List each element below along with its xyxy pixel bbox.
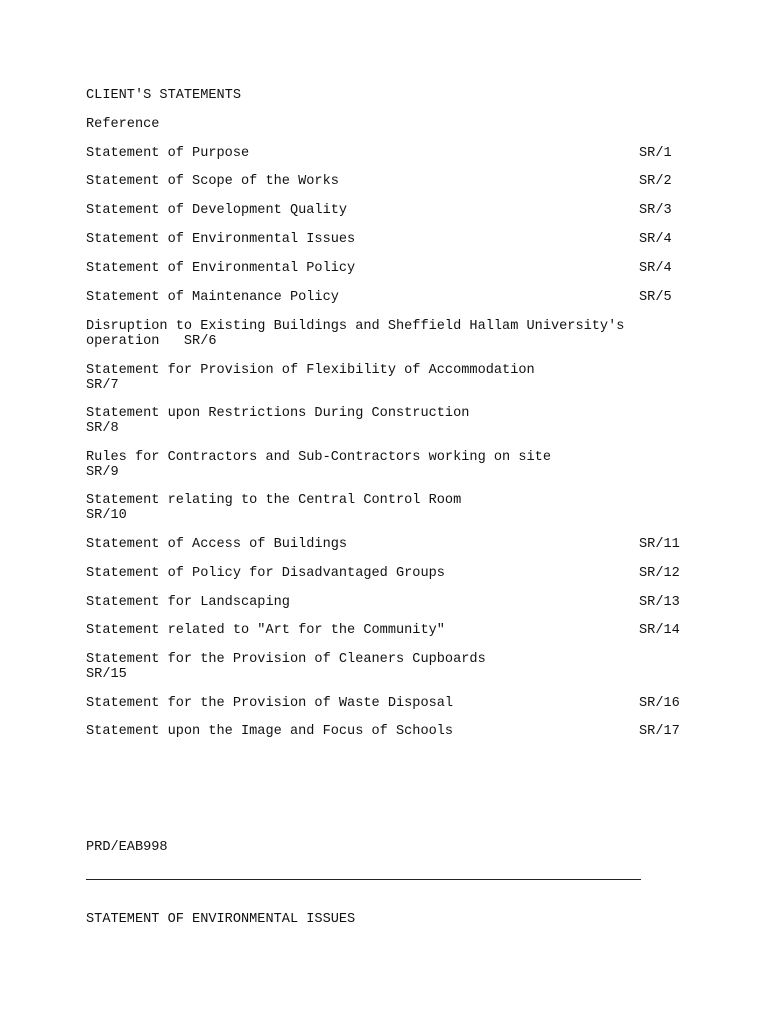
entry-ref: SR/1	[639, 146, 672, 161]
entry-title: Statement of Maintenance Policy	[86, 290, 339, 305]
entry-title-continuation: operation SR/6	[86, 334, 217, 349]
entry-title-continuation: SR/8	[86, 421, 119, 436]
entry-title: Statement for the Provision of Cleaners Cupboards	[86, 652, 486, 667]
entry-title-continuation: SR/9	[86, 465, 119, 480]
entry-ref: SR/11	[639, 537, 680, 552]
reference-label: Reference	[86, 117, 160, 132]
entry-title: Statement of Purpose	[86, 146, 250, 161]
entry-ref: SR/12	[639, 566, 680, 581]
entry-title: Statement relating to the Central Control Room	[86, 493, 462, 508]
entry-title-continuation: SR/10	[86, 508, 127, 523]
entry-title: Statement of Environmental Issues	[86, 232, 356, 247]
entry-title: Statement related to "Art for the Community"	[86, 623, 445, 638]
entry-ref: SR/2	[639, 174, 672, 189]
horizontal-divider	[86, 879, 641, 880]
entry-title: Statement for the Provision of Waste Disposal	[86, 696, 454, 711]
entry-title: Statement of Environmental Policy	[86, 261, 356, 276]
entry-title: Statement for Provision of Flexibility of Accommodation	[86, 363, 535, 378]
entry-ref: SR/14	[639, 623, 680, 638]
entry-title: Statement upon the Image and Focus of Schools	[86, 724, 454, 739]
entry-title: Statement of Policy for Disadvantaged Groups	[86, 566, 445, 581]
entry-title-continuation: SR/15	[86, 667, 127, 682]
document-code: PRD/EAB998	[86, 840, 168, 855]
entry-ref: SR/3	[639, 203, 672, 218]
entry-ref: SR/4	[639, 261, 672, 276]
document-heading: CLIENT'S STATEMENTS	[86, 88, 241, 103]
entry-ref: SR/13	[639, 595, 680, 610]
entry-title: Statement of Development Quality	[86, 203, 348, 218]
entry-title: Rules for Contractors and Sub-Contractors working on site	[86, 450, 551, 465]
entry-title: Statement of Scope of the Works	[86, 174, 339, 189]
section-title: STATEMENT OF ENVIRONMENTAL ISSUES	[86, 912, 356, 927]
entry-title: Disruption to Existing Buildings and Sheffield Hallam University's	[86, 319, 625, 334]
entry-ref: SR/17	[639, 724, 680, 739]
entry-title-continuation: SR/7	[86, 378, 119, 393]
entry-title: Statement of Access of Buildings	[86, 537, 348, 552]
entry-ref: SR/5	[639, 290, 672, 305]
entry-ref: SR/16	[639, 696, 680, 711]
entry-title: Statement for Landscaping	[86, 595, 290, 610]
entry-title: Statement upon Restrictions During Construction	[86, 406, 470, 421]
entry-ref: SR/4	[639, 232, 672, 247]
